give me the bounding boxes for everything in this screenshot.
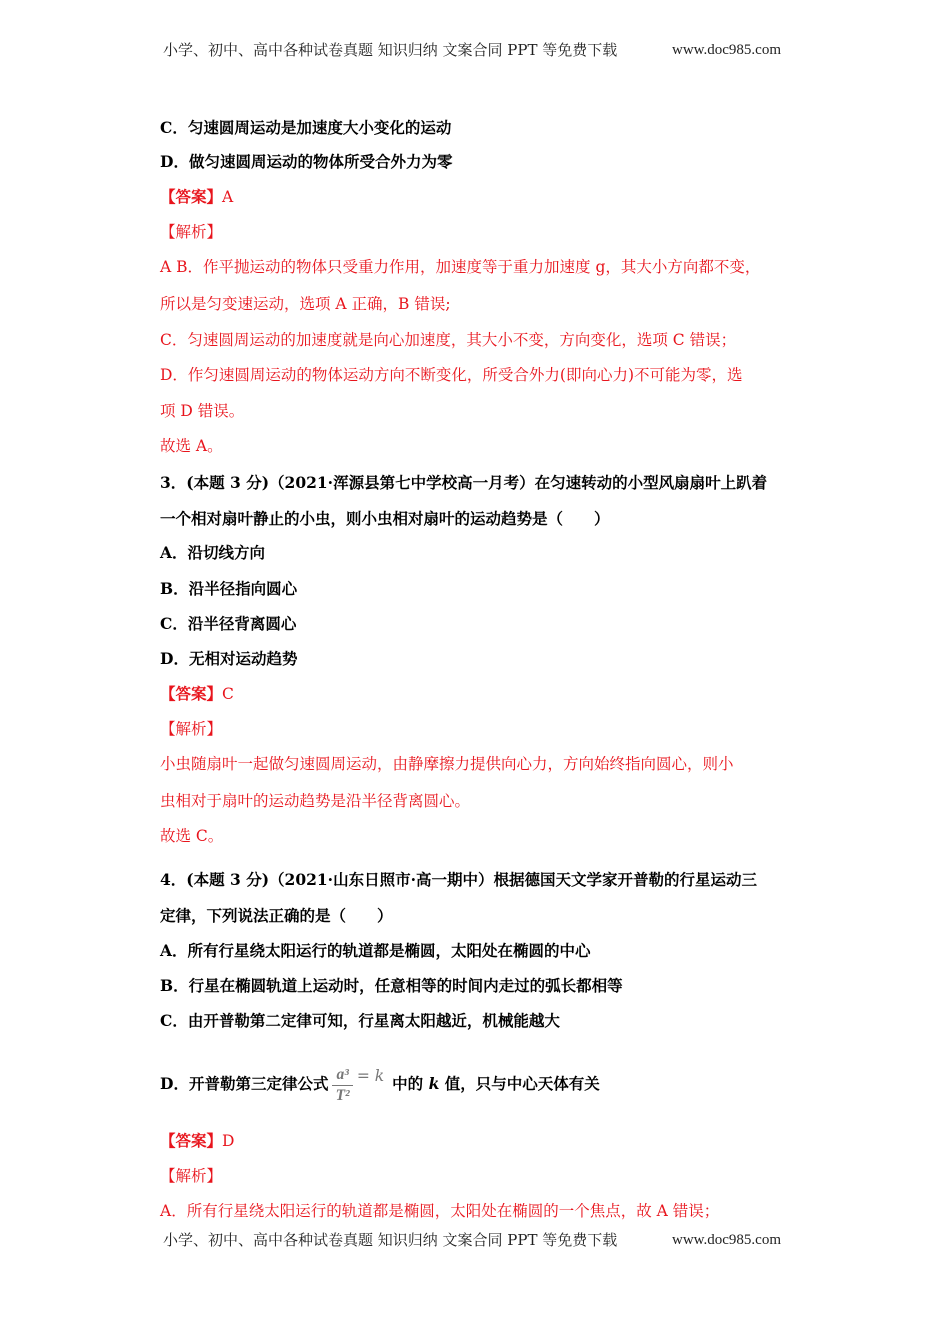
- kepler-formula: [332, 1065, 352, 1106]
- answer-label: 【答案】: [160, 684, 223, 703]
- q2-analysis-label: 【解析】: [160, 223, 223, 241]
- answer-label: 【答案】: [160, 1131, 223, 1150]
- q3-option-a: A．沿切线方向: [160, 543, 266, 562]
- q3-analysis-line: 虫相对于扇叶的运动趋势是沿半径背离圆心。: [160, 792, 471, 810]
- answer-value: D: [222, 1132, 235, 1150]
- q3-stem: 3．(本题 3 分)（2021·浑源县第七中学校高一月考）在匀速转动的小型风扇扇叶上趴着: [160, 473, 768, 492]
- answer-value: C: [222, 685, 234, 703]
- q2-analysis-line: 项 D 错误。: [160, 402, 245, 420]
- q4-analysis-line: A．所有行星绕太阳运行的轨道都是椭圆，太阳处在椭圆的一个焦点，故 A 错误；: [160, 1202, 720, 1220]
- option-d-suffix: 值，只与中心天体有关: [444, 1074, 600, 1093]
- q4-stem: 定律，下列说法正确的是（ ）: [160, 906, 393, 925]
- footer-url[interactable]: www.doc985.com: [672, 1232, 782, 1248]
- q3-analysis-line: 故选 C。: [160, 827, 224, 845]
- q3-analysis-label: 【解析】: [160, 720, 223, 738]
- answer-value: A: [222, 188, 234, 206]
- q3-stem: 一个相对扇叶静止的小虫，则小虫相对扇叶的运动趋势是（ ）: [160, 509, 610, 528]
- footer-text: 小学、初中、高中各种试卷真题 知识归纳 文案合同 PPT 等免费下载: [163, 1231, 618, 1249]
- header-text: 小学、初中、高中各种试卷真题 知识归纳 文案合同 PPT 等免费下载: [163, 41, 618, 59]
- q4-stem: 4．(本题 3 分)（2021·山东日照市·高一期中）根据德国天文学家开普勒的行星运动三: [160, 870, 757, 889]
- q4-analysis-label: 【解析】: [160, 1167, 223, 1185]
- q3-answer: [160, 683, 234, 705]
- q2-analysis-line: 所以是匀变速运动，选项 A 正确，B 错误;: [160, 295, 451, 313]
- answer-label: 【答案】: [160, 187, 223, 206]
- option-d-mid: 中的: [392, 1074, 424, 1093]
- q4-option-d: [160, 1046, 600, 1106]
- q2-analysis-line: A B．作平抛运动的物体只受重力作用，加速度等于重力加速度 g，其大小方向都不变，: [160, 258, 761, 276]
- q2-option-c: C．匀速圆周运动是加速度大小变化的运动: [160, 118, 452, 137]
- q4-option-b: B．行星在椭圆轨道上运动时，任意相等的时间内走过的弧长都相等: [160, 976, 623, 995]
- q3-option-d: D．无相对运动趋势: [160, 649, 298, 668]
- formula-rhs: = k: [356, 1067, 385, 1085]
- option-d-prefix: D．开普勒第三定律公式: [160, 1074, 329, 1093]
- q4-option-a: A．所有行星绕太阳运行的轨道都是椭圆，太阳处在椭圆的中心: [160, 941, 591, 960]
- q3-option-c: C．沿半径背离圆心: [160, 614, 297, 633]
- q2-analysis-line: 故选 A。: [160, 437, 223, 455]
- q4-answer: [160, 1130, 234, 1152]
- q2-answer: [160, 186, 233, 208]
- option-d-k: k: [428, 1074, 440, 1093]
- header-url[interactable]: www.doc985.com: [672, 42, 782, 58]
- formula-numerator: a³: [332, 1065, 352, 1086]
- formula-denominator: T²: [335, 1086, 350, 1104]
- q4-option-c: C．由开普勒第二定律可知，行星离太阳越近，机械能越大: [160, 1011, 560, 1030]
- q2-option-d: D．做匀速圆周运动的物体所受合外力为零: [160, 152, 453, 171]
- q3-option-b: B．沿半径指向圆心: [160, 579, 298, 598]
- q2-analysis-line: C．匀速圆周运动的加速度就是向心加速度，其大小不变，方向变化，选项 C 错误；: [160, 331, 737, 349]
- q3-analysis-line: 小虫随扇叶一起做匀速圆周运动，由静摩擦力提供向心力，方向始终指向圆心，则小: [160, 755, 734, 773]
- q2-analysis-line: D．作匀速圆周运动的物体运动方向不断变化，所受合外力(即向心力)不可能为零，选: [160, 366, 743, 384]
